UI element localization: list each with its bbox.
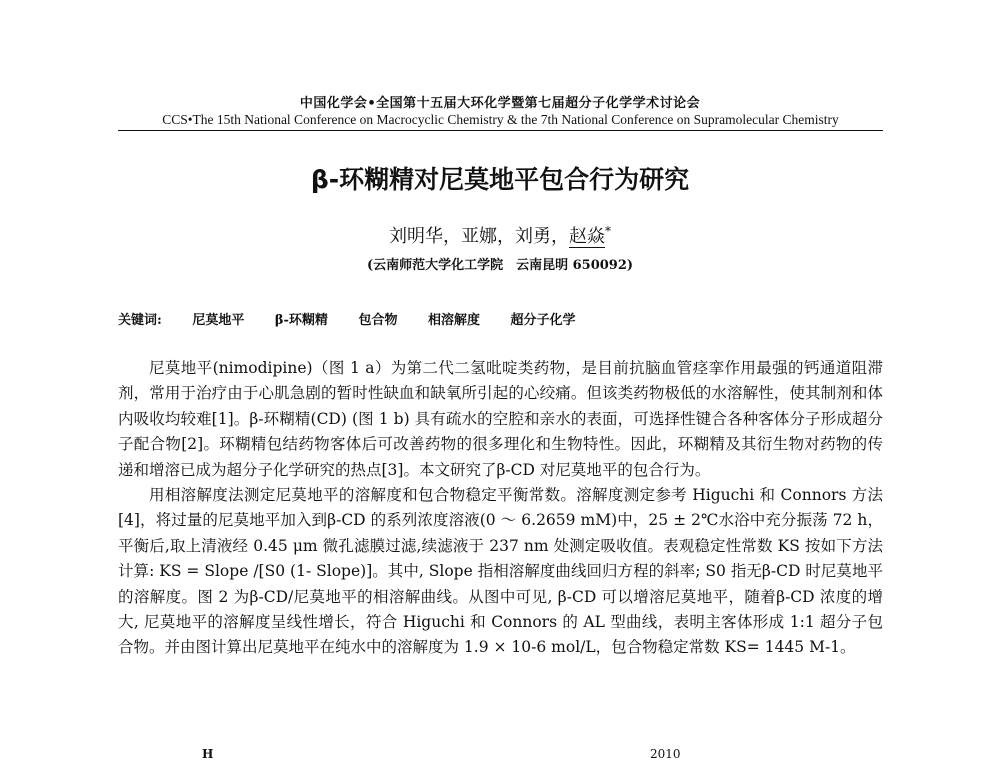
keywords	[118, 309, 576, 328]
author-list	[0, 222, 1000, 248]
authors-regular: 刘明华，亚娜，刘勇，	[389, 226, 569, 247]
paper-title: β-环糊精对尼莫地平包合行为研究	[310, 165, 690, 194]
paragraph-intro: 尼莫地平(nimodipine)（图 1 a）为第二代二氢吡啶类药物，是目前抗脑血管痉挛作用最强的钙通道阻滞剂，常用于治疗由于心肌急剧的暂时性缺血和缺氧所引起的心绞痛。但该类药物极低的水溶解性，使其制剂和体内吸收均较难[1]。β-环糊精(CD) (图 1 b) 具有疏水的空腔和亲水的表面，可选择性键合各种客体分子形成超分子配合物[2]。环糊精包结药物客体后可改善药物的很多理化和生物特性。因此，环糊精及其衍生物对药物的传递和增溶已成为超分子化学研究的热点[3]。本文研究了β-CD 对尼莫地平的包合行为。	[118, 359, 883, 479]
keyword: 包合物	[358, 313, 398, 328]
corresponding-mark: *	[605, 224, 611, 238]
keyword: β-环糊精	[274, 313, 328, 328]
body-text	[118, 356, 883, 661]
keyword: 超分子化学	[510, 313, 576, 328]
keywords-label: 关键词:	[118, 313, 162, 328]
paragraph-method: 用相溶解度法测定尼莫地平的溶解度和包合物稳定平衡常数。溶解度测定参考 Higuchi 和 Connors 方法[4]，将过量的尼莫地平加入到β-CD 的系列浓度溶液(0 ～ 6.2659 mM)中，25 ± 2℃水浴中充分振荡 72 h，平衡后,取上清液经 0.45 μm 微孔滤膜过滤,续滤液于 237 nm 处测定吸收值。表观稳定性常数 KS 按如下方法计算: KS = Slope /[S0 (1- Slope)]。其中, Slope 指相溶解度曲线回归方程的斜率; S0 指无β-CD 时尼莫地平的溶解度。图 2 为β-CD/尼莫地平的相溶解曲线。从图中可见, β-CD 可以增溶尼莫地平，随着β-CD 浓度的增大, 尼莫地平的溶解度呈线性增长，符合 Higuchi 和 Connors 的 AL 型曲线，表明主客体形成 1:1 超分子包合物。并由图计算出尼莫地平在纯水中的溶解度为 1.9 × 10-6 mol/L，包合物稳定常数 KS= 1445 M-1。	[118, 486, 883, 657]
partial-text-left: H	[202, 748, 214, 760]
keyword: 相溶解度	[428, 313, 481, 328]
partial-text-right: 2010	[650, 748, 681, 760]
cut-off-next-line	[118, 748, 883, 760]
corresponding-author: 赵焱	[569, 226, 605, 247]
affiliation: (云南师范大学化工学院 云南昆明 650092)	[366, 258, 634, 273]
keyword: 尼莫地平	[192, 313, 245, 328]
conference-header-chinese: 中国化学会•全国第十五届大环化学暨第七届超分子化学学术讨论会	[299, 96, 701, 111]
conference-header-english: CCS•The 15th National Conference on Macrocyclic Chemistry & the 7th National Conference on Supramolecular Chemistry	[118, 112, 883, 131]
